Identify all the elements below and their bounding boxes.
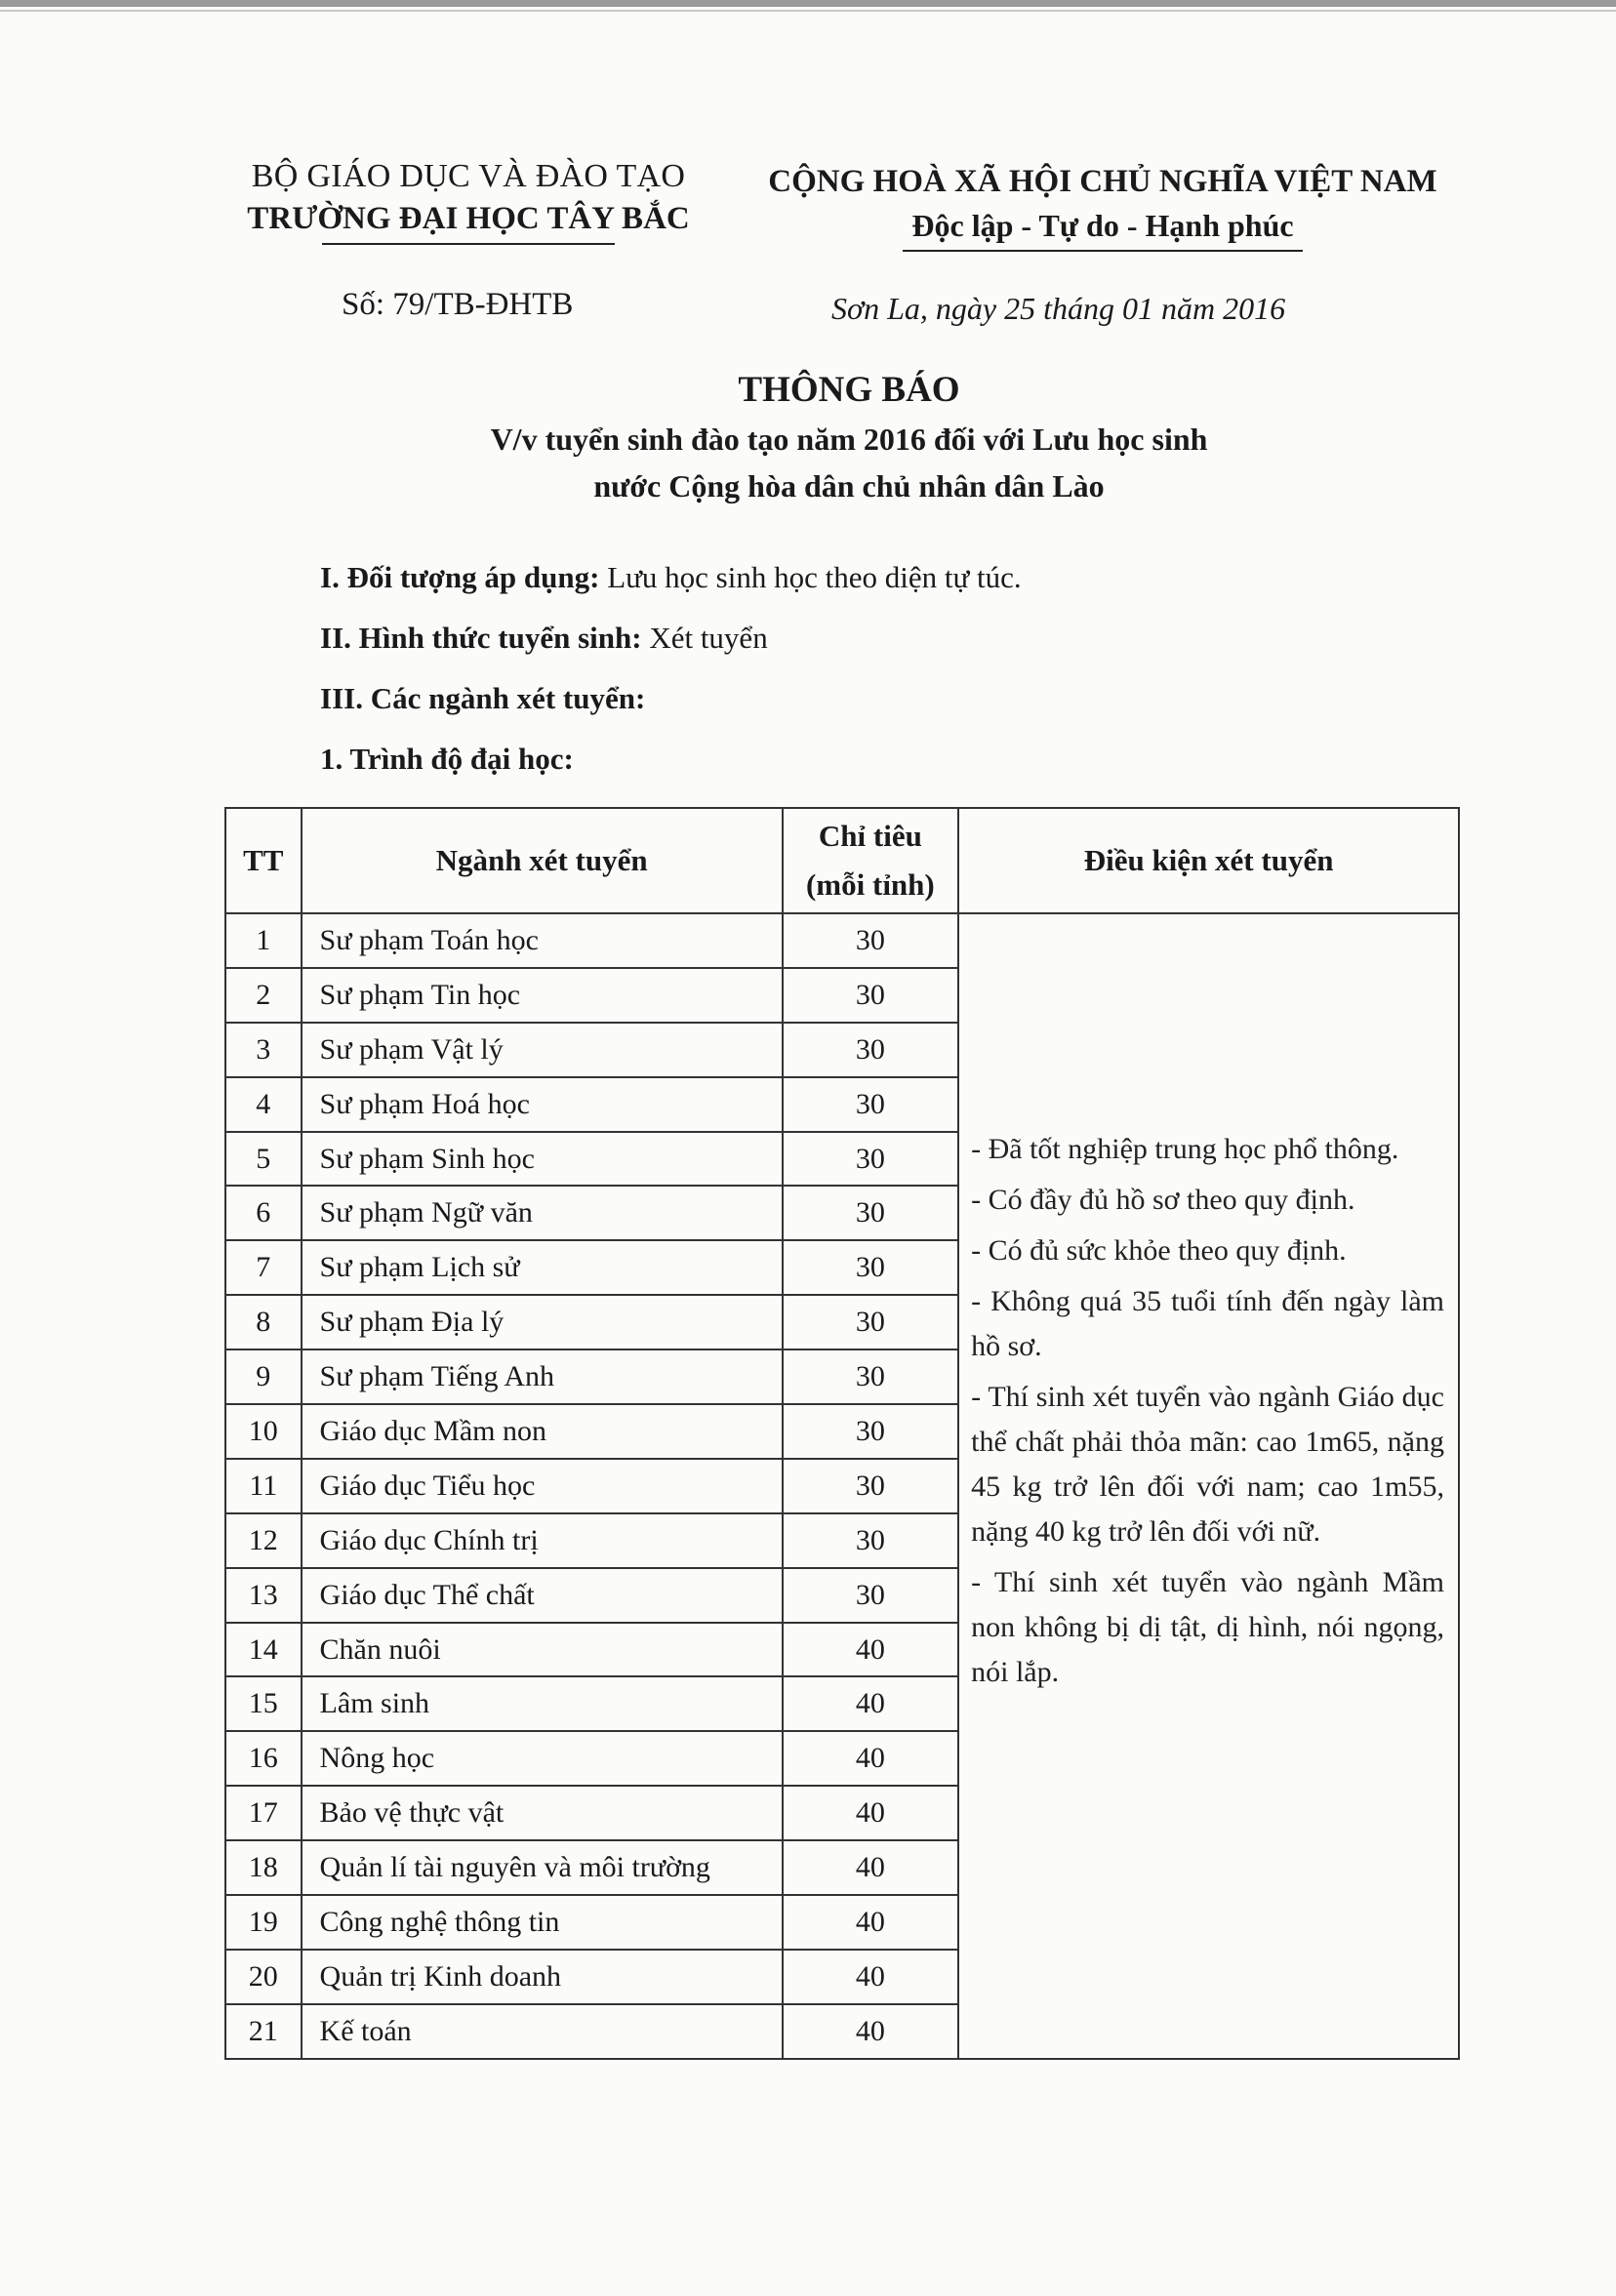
major-quota: 40 (783, 1731, 959, 1786)
scan-top-edge-shadow (0, 10, 1616, 12)
major-quota: 30 (783, 1404, 959, 1459)
row-number: 5 (225, 1132, 302, 1187)
major-quota: 30 (783, 1513, 959, 1568)
condition-item: - Đã tốt nghiệp trung học phổ thông. (971, 1133, 1399, 1165)
major-name: Giáo dục Tiểu học (302, 1459, 783, 1513)
section-3-label: III. Các ngành xét tuyển: (320, 681, 646, 715)
section-2-label: II. Hình thức tuyển sinh: (320, 621, 642, 655)
major-name: Giáo dục Chính trị (302, 1513, 783, 1568)
header-major: Ngành xét tuyển (302, 808, 783, 913)
major-name: Lâm sinh (302, 1676, 783, 1731)
major-quota: 30 (783, 968, 959, 1023)
major-name: Bảo vệ thực vật (302, 1786, 783, 1840)
major-name: Quản trị Kinh doanh (302, 1950, 783, 2004)
table-row (225, 913, 1459, 968)
condition-item: - Có đầy đủ hồ sơ theo quy định. (971, 1184, 1355, 1216)
major-name: Giáo dục Thể chất (302, 1568, 783, 1623)
major-name: Sư phạm Sinh học (302, 1132, 783, 1187)
major-name: Sư phạm Tiếng Anh (302, 1349, 783, 1404)
major-name: Kế toán (302, 2004, 783, 2059)
ministry-name: BỘ GIÁO DỤC VÀ ĐÀO TẠO (251, 158, 686, 194)
row-number: 14 (225, 1623, 302, 1677)
table-header-row (225, 808, 1459, 913)
conditions-list (959, 914, 1458, 1695)
major-name: Sư phạm Địa lý (302, 1295, 783, 1349)
header-quota-line1: Chỉ tiêu (818, 819, 922, 853)
row-number: 18 (225, 1840, 302, 1895)
row-number: 4 (225, 1077, 302, 1132)
table-body (225, 913, 1459, 2059)
row-number: 6 (225, 1186, 302, 1240)
national-header (712, 164, 1493, 252)
major-quota: 30 (783, 1132, 959, 1187)
major-name: Sư phạm Hoá học (302, 1077, 783, 1132)
admission-conditions (958, 913, 1459, 2059)
motto-underline (903, 250, 1303, 252)
header-conditions: Điều kiện xét tuyển (958, 808, 1459, 913)
issuer-header (215, 158, 722, 245)
major-quota: 30 (783, 913, 959, 968)
section-3-1-label: 1. Trình độ đại học: (320, 742, 574, 776)
row-number: 19 (225, 1895, 302, 1950)
school-name: TRƯỜNG ĐẠI HỌC TÂY BẮC (247, 201, 690, 236)
major-quota: 40 (783, 1623, 959, 1677)
document-number: Số: 79/TB-ĐHTB (342, 287, 574, 322)
major-name: Sư phạm Ngữ văn (302, 1186, 783, 1240)
major-quota: 40 (783, 1950, 959, 2004)
major-name: Sư phạm Lịch sử (302, 1240, 783, 1295)
major-quota: 30 (783, 1568, 959, 1623)
major-quota: 30 (783, 1186, 959, 1240)
row-number: 17 (225, 1786, 302, 1840)
condition-item: - Không quá 35 tuổi tính đến ngày làm hồ sơ. (971, 1285, 1444, 1362)
major-name: Chăn nuôi (302, 1623, 783, 1677)
row-number: 2 (225, 968, 302, 1023)
section-applicable-subjects (320, 560, 1022, 595)
section-2-text: Xét tuyển (649, 621, 768, 655)
document-subtitle-line2: nước Cộng hòa dân chủ nhân dân Lào (593, 468, 1105, 504)
major-quota: 30 (783, 1295, 959, 1349)
school-underline (322, 243, 615, 245)
major-quota: 30 (783, 1459, 959, 1513)
section-1-label: I. Đối tượng áp dụng: (320, 560, 600, 594)
section-1-text: Lưu học sinh học theo diện tự túc. (607, 560, 1022, 594)
row-number: 1 (225, 913, 302, 968)
major-quota: 40 (783, 1840, 959, 1895)
row-number: 9 (225, 1349, 302, 1404)
place-date: Sơn La, ngày 25 tháng 01 năm 2016 (831, 291, 1286, 326)
header-quota-line2: (mỗi tỉnh) (805, 867, 935, 902)
major-quota: 30 (783, 1077, 959, 1132)
section-admission-form (320, 621, 768, 656)
republic-name: CỘNG HOÀ XÃ HỘI CHỦ NGHĨA VIỆT NAM (768, 164, 1437, 199)
national-motto: Độc lập - Tự do - Hạnh phúc (911, 208, 1294, 243)
major-quota: 30 (783, 1023, 959, 1077)
section-majors (320, 681, 645, 716)
major-quota: 40 (783, 2004, 959, 2059)
row-number: 20 (225, 1950, 302, 2004)
row-number: 13 (225, 1568, 302, 1623)
row-number: 11 (225, 1459, 302, 1513)
major-quota: 30 (783, 1349, 959, 1404)
major-quota: 30 (783, 1240, 959, 1295)
header-tt: TT (225, 808, 302, 913)
header-quota (783, 808, 959, 913)
major-quota: 40 (783, 1895, 959, 1950)
row-number: 15 (225, 1676, 302, 1731)
major-name: Công nghệ thông tin (302, 1895, 783, 1950)
row-number: 16 (225, 1731, 302, 1786)
row-number: 12 (225, 1513, 302, 1568)
major-quota: 40 (783, 1786, 959, 1840)
major-name: Sư phạm Toán học (302, 913, 783, 968)
section-university-level (320, 742, 574, 777)
row-number: 3 (225, 1023, 302, 1077)
major-name: Nông học (302, 1731, 783, 1786)
scan-top-edge (0, 0, 1616, 7)
document-subtitle-line1: V/v tuyển sinh đào tạo năm 2016 đối với Lưu học sinh (490, 422, 1208, 457)
major-name: Giáo dục Mầm non (302, 1404, 783, 1459)
major-quota: 40 (783, 1676, 959, 1731)
row-number: 21 (225, 2004, 302, 2059)
majors-table (224, 807, 1460, 2060)
row-number: 10 (225, 1404, 302, 1459)
condition-item: - Thí sinh xét tuyển vào ngành Mầm non không bị dị tật, dị hình, nói ngọng, nói lắp. (971, 1566, 1444, 1688)
row-number: 8 (225, 1295, 302, 1349)
major-name: Sư phạm Vật lý (302, 1023, 783, 1077)
condition-item: - Có đủ sức khỏe theo quy định. (971, 1234, 1347, 1267)
major-name: Quản lí tài nguyên và môi trường (302, 1840, 783, 1895)
row-number: 7 (225, 1240, 302, 1295)
document-title: THÔNG BÁO (738, 370, 960, 410)
major-name: Sư phạm Tin học (302, 968, 783, 1023)
condition-item: - Thí sinh xét tuyển vào ngành Giáo dục thể chất phải thỏa mãn: cao 1m65, nặng 45 kg trở lên đối với nam; cao 1m55, nặng 40 kg trở lên đối với nữ. (971, 1381, 1444, 1548)
